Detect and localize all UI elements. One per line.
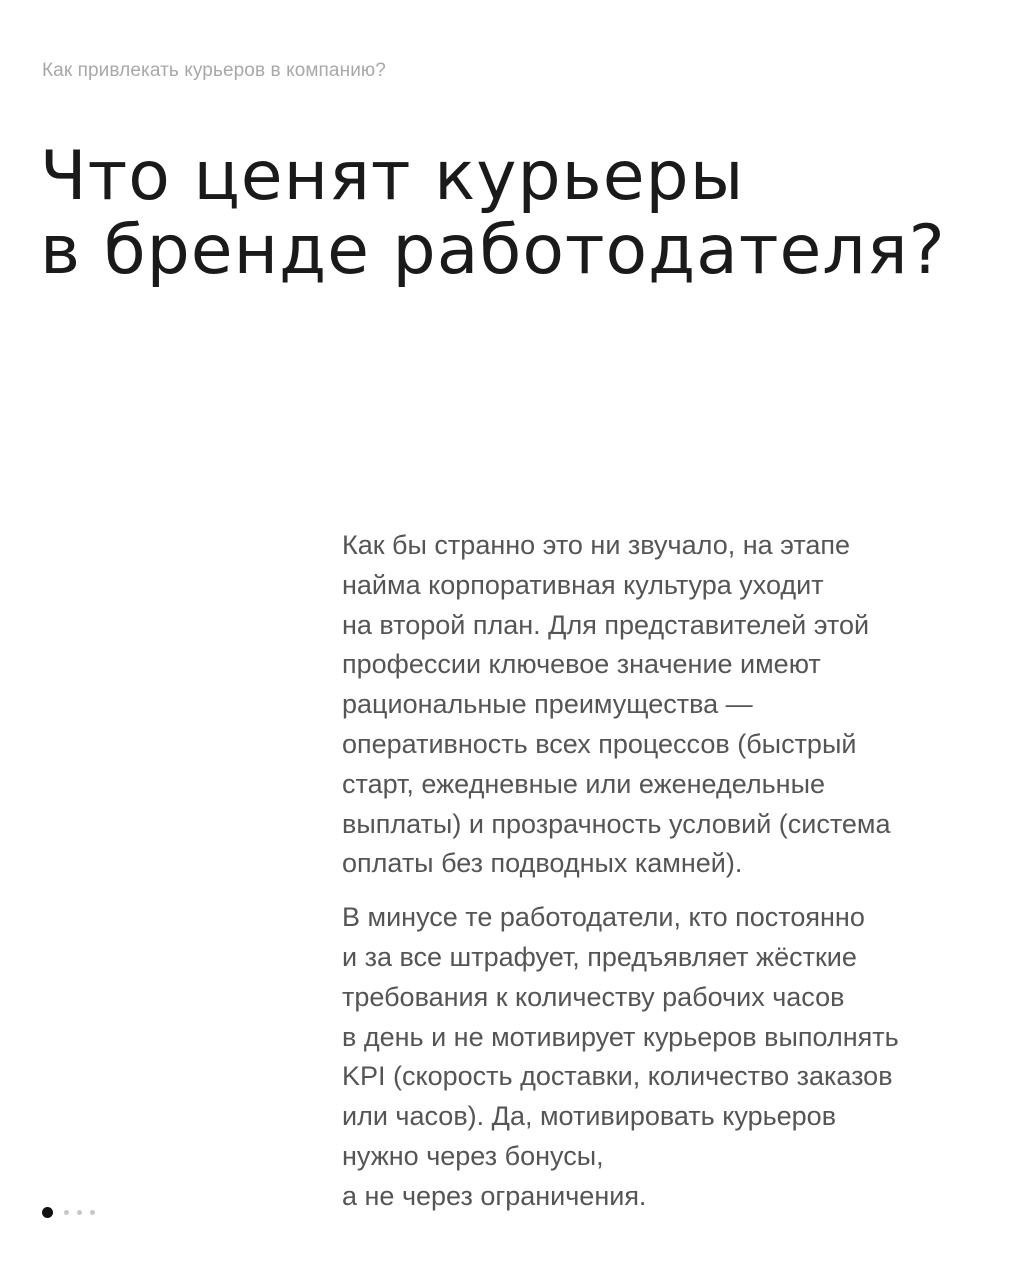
paragraph-2 xyxy=(342,898,992,1216)
text-line: выплаты) и прозрачность условий (система xyxy=(342,808,891,839)
article-body xyxy=(342,526,992,1231)
text-line: старт, ежедневные или еженедельные xyxy=(342,768,826,799)
text-line: найма корпоративная культура уходит xyxy=(342,569,824,600)
text-line: и за все штрафует, предъявляет жёсткие xyxy=(342,941,857,972)
text-line: на второй план. Для представителей этой xyxy=(342,609,870,640)
paragraph-1 xyxy=(342,526,992,884)
text-line: оплаты без подводных камней). xyxy=(342,848,743,879)
page-title-line: Что ценят курьеры xyxy=(40,137,745,216)
carousel-pager xyxy=(42,1207,95,1218)
text-line: а не через ограничения. xyxy=(342,1180,647,1211)
pager-dot[interactable] xyxy=(64,1210,69,1215)
text-line: В минусе те работодатели, кто постоянно xyxy=(342,902,865,933)
text-line: в день и не мотивирует курьеров выполнять xyxy=(342,1021,899,1052)
text-line: или часов). Да, мотивировать курьеров xyxy=(342,1101,837,1132)
page-title-line: в бренде работодателя? xyxy=(40,211,946,290)
text-line: требования к количеству рабочих часов xyxy=(342,981,845,1012)
pager-dot[interactable] xyxy=(77,1210,82,1215)
text-line: рациональные преимущества — xyxy=(342,689,753,720)
page-title xyxy=(40,137,946,290)
text-line: Как бы странно это ни звучало, на этапе xyxy=(342,530,851,560)
text-line: KPI (скорость доставки, количество заказов xyxy=(342,1061,893,1092)
text-line: профессии ключевое значение имеют xyxy=(342,649,821,680)
section-eyebrow: Как привлекать курьеров в компанию? xyxy=(42,60,386,81)
pager-dot-active[interactable] xyxy=(42,1207,53,1218)
text-line: оперативность всех процессов (быстрый xyxy=(342,728,857,759)
text-line: нужно через бонусы, xyxy=(342,1140,604,1171)
pager-dot[interactable] xyxy=(90,1210,95,1215)
